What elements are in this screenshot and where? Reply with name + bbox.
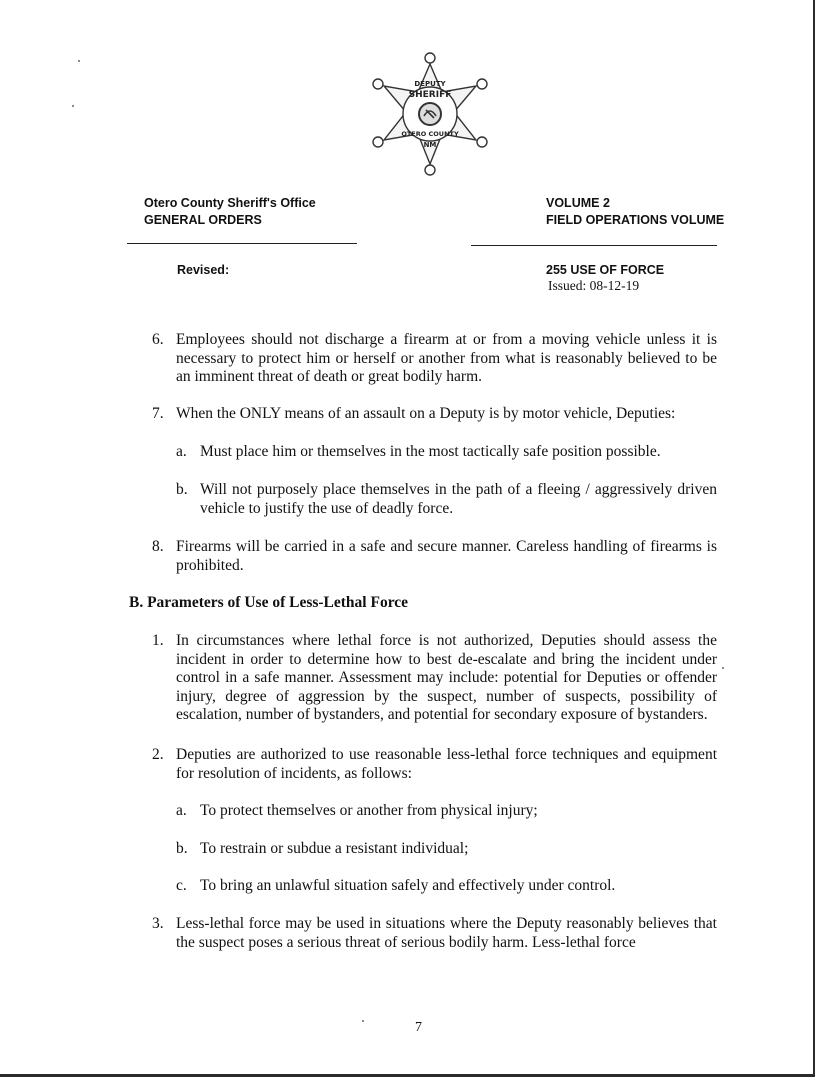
list-item: 7. When the ONLY means of an assault on a Deputy is by motor vehicle, Deputies: [152, 405, 676, 422]
list-item: a. Must place him or themselves in the most tactically safe position possible. [176, 443, 661, 460]
list-item: 2. Deputies are authorized to use reasonable less-lethal force techniques and equipment for resolution of incidents, as follows: [152, 746, 717, 782]
revised-label: Revised: [177, 263, 230, 277]
svg-text:SHERIFF: SHERIFF [408, 90, 452, 100]
header-right [546, 195, 724, 229]
header-rule-left [127, 243, 357, 244]
sheriff-star-badge-icon [366, 50, 494, 178]
list-item: c. To bring an unlawful situation safely and effectively under control. [176, 877, 616, 894]
header-rule-right [471, 245, 717, 246]
scan-speck [722, 667, 724, 669]
policy-title: 255 USE OF FORCE [546, 263, 665, 277]
svg-text:DEPUTY: DEPUTY [414, 80, 446, 88]
volume-label: VOLUME 2 [546, 196, 610, 210]
list-item: a. To protect themselves or another from physical injury; [176, 802, 538, 819]
list-item: 8. Firearms will be carried in a safe and secure manner. Careless handling of firearms is prohibited. [152, 538, 717, 574]
header-left [144, 195, 316, 229]
list-item: b. To restrain or subdue a resistant individual; [176, 840, 469, 857]
issued-date: Issued: 08-12-19 [548, 278, 640, 293]
page-number: 7 [415, 1020, 422, 1035]
svg-text:NM: NM [423, 141, 437, 149]
scan-speck [72, 105, 74, 107]
list-item: b. Will not purposely place themselves in the path of a fleeing / aggressively driven vehicle to justify the use of deadly force. [176, 481, 717, 517]
agency-name: Otero County Sheriff's Office [144, 196, 316, 210]
list-item: 6. Employees should not discharge a firearm at or from a moving vehicle unless it is necessary to protect him or herself or another from what is reasonably believed to be an imminent threat of death or great bodily harm. [152, 331, 717, 386]
list-item: 1. In circumstances where lethal force is not authorized, Deputies should assess the incident in order to determine how to best de-escalate and bring the incident under control in a safe manner. Assessment may include: potential for Deputies or offender injury, degree of aggression by the suspect, number of suspects, possibility of escalation, number of bystanders, and potential for secondary exposure of bystanders. [152, 632, 717, 724]
section-b-heading: B. Parameters of Use of Less-Lethal Force [129, 594, 409, 611]
general-orders-label: GENERAL ORDERS [144, 213, 262, 227]
list-item: 3. Less-lethal force may be used in situations where the Deputy reasonably believes that the suspect poses a serious threat of serious bodily harm. Less-lethal force [152, 915, 717, 951]
svg-text:OTERO COUNTY: OTERO COUNTY [401, 130, 459, 138]
scan-speck [362, 1020, 364, 1022]
volume-name: FIELD OPERATIONS VOLUME [546, 213, 725, 227]
scan-speck [78, 60, 80, 62]
